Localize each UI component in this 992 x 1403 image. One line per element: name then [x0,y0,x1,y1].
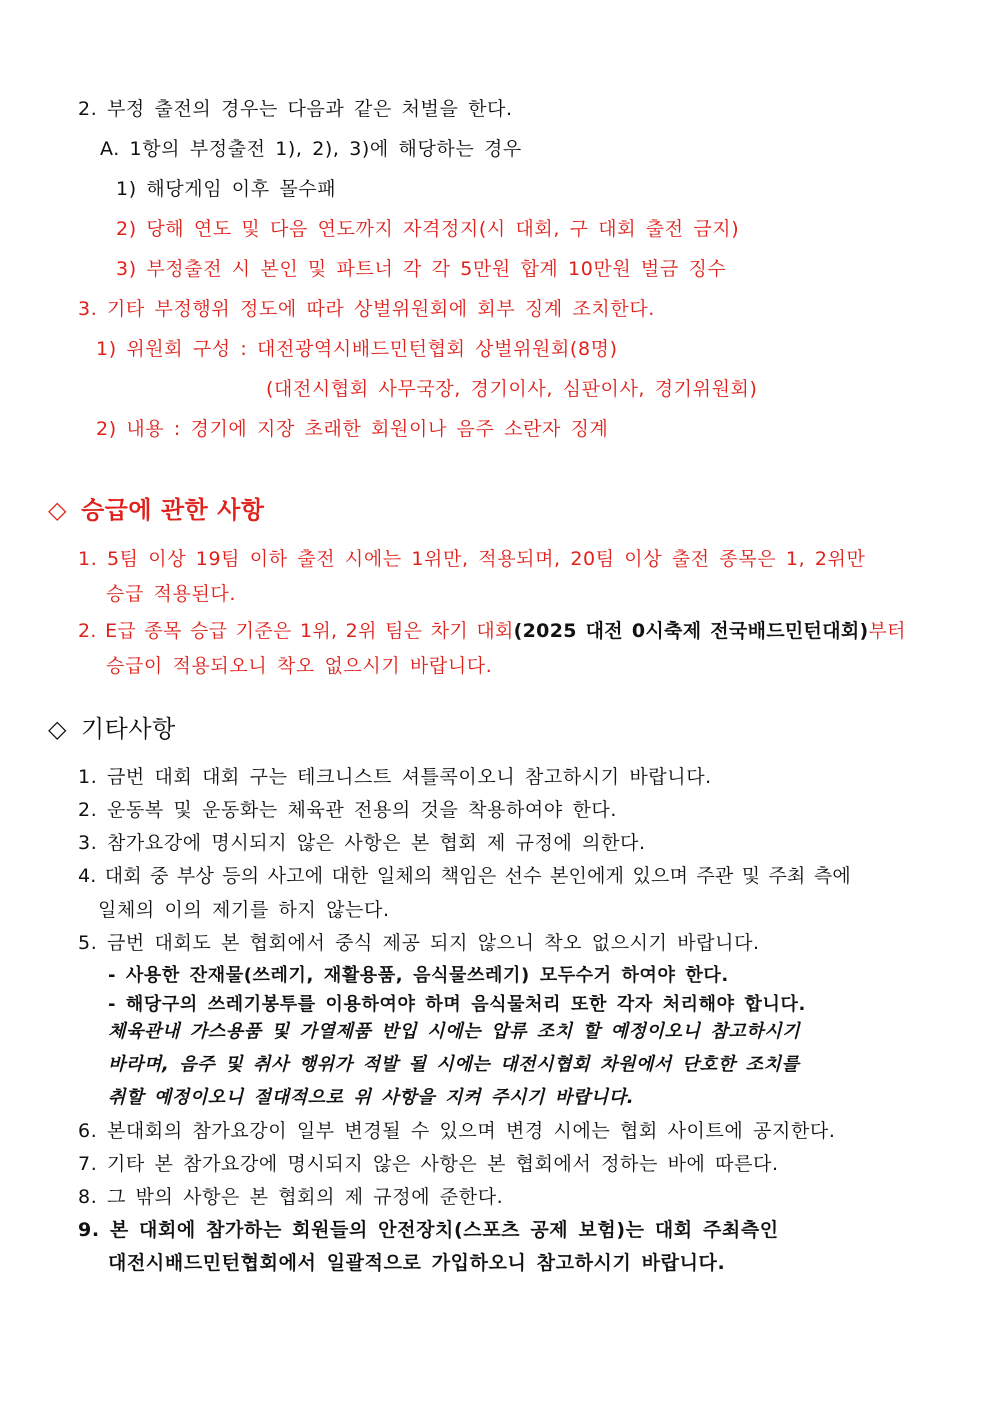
etc-item-5: 5. 금번 대회도 본 협회에서 중식 제공 되지 않으니 착오 없으시기 바랍니다. [78,932,760,954]
etc-item-5-warning-3: 취할 예정이오니 절대적으로 위 사항을 지켜 주시기 바랍니다. [108,1087,635,1108]
etc-item-2: 2. 운동복 및 운동화는 체육관 전용의 것을 착용하여야 한다. [78,799,618,821]
etc-item-4-line-2: 일체의 이의 제기를 하지 않는다. [98,899,390,921]
penalty-sub-3: 3) 부정출전 시 본인 및 파트너 각 각 5만원 합계 10만원 벌금 징수 [116,258,727,280]
etc-item-9-line-2: 대전시배드민턴협회에서 일괄적으로 가입하오니 참고하시기 바랍니다. [108,1252,726,1274]
penalty-sub-2: 2) 당해 연도 및 다음 연도까지 자격정지(시 대회, 구 대회 출전 금지) [116,218,740,240]
etc-item-5-warning-2: 바라며, 음주 및 취사 행위가 적발 될 시에는 대전시협회 차원에서 단호한 조치를 [108,1054,800,1075]
promotion-heading [48,494,264,526]
committee-members: (대전시협회 사무국장, 경기이사, 심판이사, 경기위원회) [266,378,758,400]
penalty-item-2: 2. 부정 출전의 경우는 다음과 같은 처벌을 한다. [78,98,513,120]
penalty-item-a: A. 1항의 부정출전 1), 2), 3)에 해당하는 경우 [100,138,522,160]
etc-item-5-note-2: - 해당구의 쓰레기봉투를 이용하여야 하며 음식물처리 또한 각자 처리해야 합니다. [108,994,806,1015]
etc-item-4-line-1: 4. 대회 중 부상 등의 사고에 대한 일체의 책임은 선수 본인에게 있으며 주관 및 주최 측에 [78,865,851,887]
etc-item-9-line-1: 9. 본 대회에 참가하는 회원들의 안전장치(스포츠 공제 보험)는 대회 주최측인 [78,1219,779,1241]
promotion-item-1-line-2: 승급 적용된다. [106,583,237,605]
etc-item-1: 1. 금번 대회 대회 구는 테크니스트 셔틀콕이오니 참고하시기 바랍니다. [78,766,712,788]
etc-item-7: 7. 기타 본 참가요강에 명시되지 않은 사항은 본 협회에서 정하는 바에 따른다. [78,1153,779,1175]
promotion-item-2-line-1 [78,618,906,644]
promotion-item-1-line-1: 1. 5팀 이상 19팀 이하 출전 시에는 1위만, 적용되며, 20팀 이상 출전 종목은 1, 2위만 [78,548,866,570]
promotion-item-2-pre: 2. E급 종목 승급 기준은 1위, 2위 팀은 차기 대회 [78,620,514,642]
committee-content: 2) 내용 : 경기에 지장 초래한 회원이나 음주 소란자 징계 [96,418,609,440]
etc-heading [48,713,176,745]
committee-composition: 1) 위원회 구성 : 대전광역시배드민턴협회 상벌위원회(8명) [96,338,618,360]
diamond-icon: ◇ [48,715,67,743]
etc-item-6: 6. 본대회의 참가요강이 일부 변경될 수 있으며 변경 시에는 협회 사이트에 공지한다. [78,1120,836,1142]
promotion-item-2-line-2: 승급이 적용되오니 착오 없으시기 바랍니다. [106,655,493,677]
promotion-item-2-post: 부터 [868,620,906,642]
penalty-item-3: 3. 기타 부정행위 정도에 따라 상벌위원회에 회부 징계 조치한다. [78,298,655,320]
etc-item-3: 3. 참가요강에 명시되지 않은 사항은 본 협회 제 규정에 의한다. [78,832,646,854]
etc-item-5-warning-1: 체육관내 가스용품 및 가열제품 반입 시에는 압류 조치 할 예정이오니 참고하시기 [108,1021,801,1042]
promotion-heading-text: 승급에 관한 사항 [80,496,265,524]
promotion-event-name: (2025 대전 0시축제 전국배드민턴대회) [513,620,869,642]
etc-item-5-note-1: - 사용한 잔재물(쓰레기, 재활용품, 음식물쓰레기) 모두수거 하여야 한다. [108,965,729,986]
diamond-icon: ◇ [48,496,67,524]
etc-item-8: 8. 그 밖의 사항은 본 협회의 제 규정에 준한다. [78,1186,504,1208]
penalty-sub-1: 1) 해당게임 이후 몰수패 [116,178,337,200]
etc-heading-text: 기타사항 [80,715,176,743]
